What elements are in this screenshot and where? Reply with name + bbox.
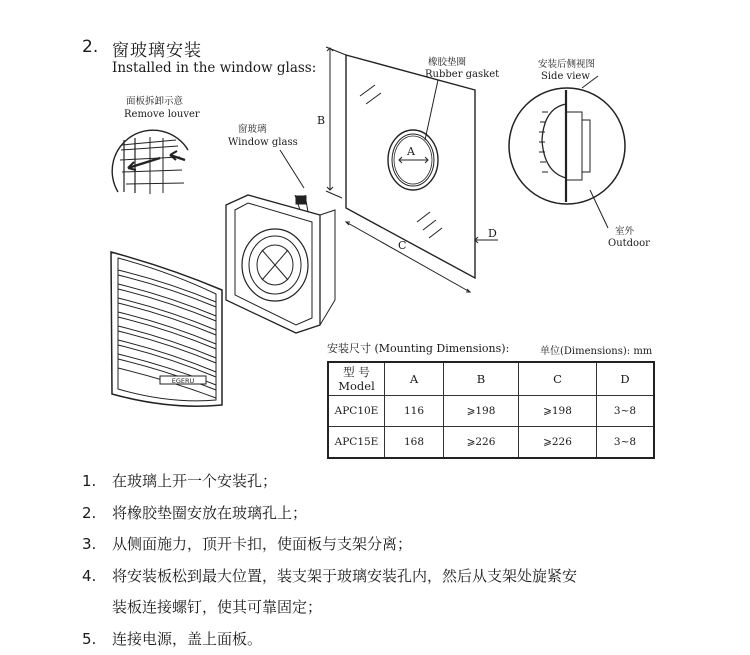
side-view-label-cn: 安装后侧视图 [538, 59, 595, 71]
step-number: 2. [82, 498, 96, 530]
step-text: 将橡胶垫圈安放在玻璃孔上； [112, 504, 307, 522]
remove-louver-label-cn: 面板拆卸示意 [126, 96, 183, 108]
step-item [82, 498, 577, 530]
step-item [82, 561, 577, 593]
step-text: 从侧面施力，顶开卡扣，使面板与支架分离； [112, 535, 412, 553]
rubber-gasket-label-en: Rubber gasket [425, 69, 499, 81]
rubber-gasket-label-cn: 橡胶垫圈 [428, 57, 466, 69]
window-glass-leader [280, 150, 304, 188]
step-number: 4. [82, 561, 96, 593]
section-number: 2. [82, 37, 98, 57]
step-number: 3. [82, 529, 96, 561]
cell-model: APC15E [328, 427, 385, 459]
cell-c: ⩾198 [519, 396, 597, 427]
cell-d: 3~8 [597, 427, 655, 459]
installation-steps [82, 466, 577, 655]
outdoor-label-cn: 室外 [615, 226, 634, 238]
header-d: D [597, 362, 655, 396]
section-title-en: Installed in the window glass: [112, 60, 316, 76]
step-number: 5. [82, 624, 96, 655]
header-a: A [385, 362, 444, 396]
step-text: 装板连接螺钉，使其可靠固定； [112, 598, 322, 616]
cell-a: 116 [385, 396, 444, 427]
header-model-en: Model [329, 379, 384, 393]
header-model-cn: 型 号 [329, 365, 384, 379]
header-model [328, 362, 385, 396]
table-row [328, 396, 654, 427]
cell-c: ⩾226 [519, 427, 597, 459]
window-glass-label-cn: 窗玻璃 [238, 124, 267, 136]
table-header-row [328, 362, 654, 396]
remove-louver-detail [112, 130, 188, 194]
mounting-dimensions-title: 安装尺寸 (Mounting Dimensions): [327, 340, 509, 356]
louver-brand-label: EGERU [172, 377, 195, 385]
cell-d: 3~8 [597, 396, 655, 427]
table-row [328, 427, 654, 459]
dimensions-unit: 单位(Dimensions): mm [540, 342, 652, 357]
cell-model: APC10E [328, 396, 385, 427]
front-louver-panel [111, 252, 222, 406]
side-view-detail [509, 76, 625, 228]
dimension-b-label: B [317, 115, 325, 127]
cell-b: ⩾226 [444, 427, 519, 459]
header-b: B [444, 362, 519, 396]
mounting-dimensions-table [327, 361, 655, 459]
cell-b: ⩾198 [444, 396, 519, 427]
window-glass-pane [326, 47, 498, 292]
dimension-c-label: C [398, 240, 406, 252]
step-text: 连接电源，盖上面板。 [112, 630, 262, 648]
cell-a: 168 [385, 427, 444, 459]
step-item [82, 624, 577, 655]
fan-bracket [226, 195, 335, 333]
outdoor-label-en: Outdoor [608, 238, 650, 250]
dimension-d-label: D [488, 228, 497, 240]
step-item [82, 529, 577, 561]
header-c: C [519, 362, 597, 396]
remove-louver-label-en: Remove louver [124, 109, 200, 121]
step-text: 将安装板松到最大位置，装支架于玻璃安装孔内，然后从支架处旋紧安 [112, 567, 577, 585]
window-glass-label-en: Window glass [228, 137, 298, 149]
side-view-label-en: Side view [541, 71, 590, 83]
step-item [82, 466, 577, 498]
section-title-cn: 窗玻璃安装 [112, 36, 202, 61]
step-text: 在玻璃上开一个安装孔； [112, 472, 277, 490]
dimension-a-label: A [407, 146, 415, 158]
step-number: 1. [82, 466, 96, 498]
step-continuation [82, 592, 577, 624]
